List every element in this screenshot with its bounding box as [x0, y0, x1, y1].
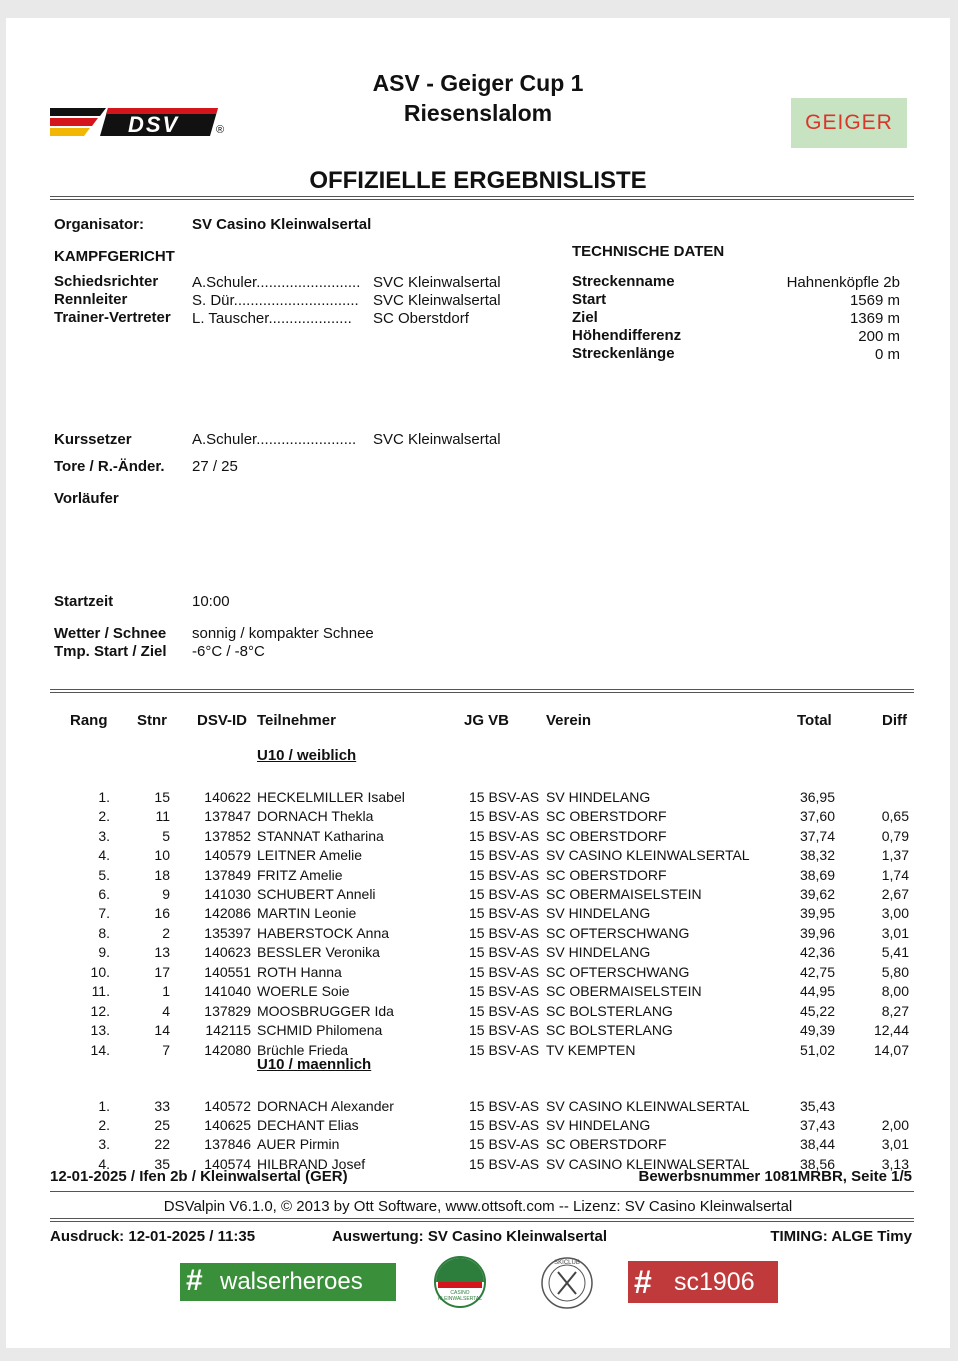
result-row — [6, 847, 950, 866]
rank-cell: 10. — [90, 964, 110, 980]
tech-value: 0 m — [874, 346, 900, 363]
year-association-cell: 15 BSV-AS — [469, 789, 540, 805]
rank-cell: 11. — [91, 983, 110, 999]
rank-cell: 4. — [98, 847, 110, 863]
total-time-cell: 45,22 — [799, 1003, 835, 1019]
tech-heading: TECHNISCHE DATEN — [572, 243, 725, 260]
group-title: U10 / maennlich — [257, 1056, 372, 1073]
bib-cell: 1 — [162, 983, 170, 999]
club-cell: SC OBERMAISELSTEIN — [546, 983, 702, 999]
casino-badge-text: CASINO KLEINWALSERTAL — [437, 1290, 483, 1302]
rank-cell: 9. — [98, 944, 110, 960]
diff-cell: 14,07 — [873, 1042, 909, 1058]
total-time-cell: 38,56 — [799, 1156, 835, 1172]
rank-cell: 1. — [98, 789, 110, 805]
total-time-cell: 39,62 — [799, 886, 835, 902]
footer-rule-double — [50, 1218, 914, 1222]
dsv-id-cell: 135397 — [204, 925, 251, 941]
diff-cell: 5,80 — [881, 964, 909, 980]
athlete-name-cell: HILBRAND Josef — [257, 1156, 366, 1172]
diff-cell: 3,13 — [881, 1156, 909, 1172]
result-row — [6, 867, 950, 886]
club-cell: SV CASINO KLEINWALSERTAL — [546, 1156, 750, 1172]
jury-club: SVC Kleinwalsertal — [373, 274, 501, 291]
club-cell: SV CASINO KLEINWALSERTAL — [546, 1098, 750, 1114]
tech-label: Streckenlänge — [572, 345, 675, 362]
result-row — [6, 828, 950, 847]
organizer-value: SV Casino Kleinwalsertal — [192, 216, 372, 233]
jury-club: SC Oberstdorf — [373, 310, 469, 327]
diff-cell: 1,74 — [881, 867, 909, 883]
jury-label: Rennleiter — [54, 291, 128, 308]
year-association-cell: 15 BSV-AS — [469, 828, 540, 844]
athlete-name-cell: AUER Pirmin — [257, 1136, 340, 1152]
tech-label: Streckenname — [572, 273, 675, 290]
dsv-id-cell: 142086 — [204, 905, 251, 921]
rank-cell: 14. — [90, 1042, 110, 1058]
setter-label: Kurssetzer — [54, 431, 132, 448]
dsv-id-cell: 141030 — [204, 886, 251, 902]
result-row — [6, 1022, 950, 1041]
total-time-cell: 39,96 — [799, 925, 835, 941]
athlete-name-cell: HABERSTOCK Anna — [257, 925, 390, 941]
year-association-cell: 15 BSV-AS — [469, 1022, 540, 1038]
tech-value: 1369 m — [849, 310, 900, 327]
timing: TIMING: ALGE Timy — [770, 1228, 912, 1245]
athlete-name-cell: STANNAT Katharina — [257, 828, 384, 844]
tech-label: Höhendifferenz — [572, 327, 682, 344]
total-time-cell: 37,60 — [799, 808, 835, 824]
diff-cell: 0,65 — [881, 808, 909, 824]
setter-name: A.Schuler........................ — [192, 431, 357, 448]
year-association-cell: 15 BSV-AS — [469, 1042, 540, 1058]
dsv-id-cell: 137852 — [204, 828, 251, 844]
rank-cell: 7. — [98, 905, 110, 921]
result-row — [6, 1098, 950, 1117]
bib-cell: 16 — [154, 905, 170, 921]
dsv-id-cell: 140625 — [204, 1117, 251, 1133]
print-date: Ausdruck: 12-01-2025 / 11:35 — [50, 1228, 256, 1245]
hash-icon: # — [634, 1264, 652, 1300]
tech-label: Ziel — [572, 309, 598, 326]
result-row — [6, 944, 950, 963]
sc1906-text: sc1906 — [674, 1268, 755, 1296]
diff-cell: 5,41 — [881, 944, 909, 960]
dsv-id-cell: 140551 — [204, 964, 251, 980]
evaluation: Auswertung: SV Casino Kleinwalsertal — [332, 1228, 608, 1245]
athlete-name-cell: SCHMID Philomena — [257, 1022, 383, 1038]
registered-mark: ® — [216, 124, 225, 136]
rank-cell: 4. — [98, 1156, 110, 1172]
athlete-name-cell: SCHUBERT Anneli — [257, 886, 376, 902]
footer-page-info: Bewerbsnummer 1081MRBR, Seite 1/5 — [638, 1168, 912, 1185]
rank-cell: 13. — [90, 1022, 110, 1038]
dsv-id-cell: 140574 — [204, 1156, 251, 1172]
club-cell: SC BOLSTERLANG — [546, 1022, 673, 1038]
sc1906-logo — [628, 1261, 778, 1303]
casino-club-badge — [434, 1256, 486, 1308]
year-association-cell: 15 BSV-AS — [469, 1098, 540, 1114]
col-dsv-id: DSV-ID — [197, 712, 248, 729]
total-time-cell: 51,02 — [799, 1042, 835, 1058]
rank-cell: 12. — [90, 1003, 110, 1019]
year-association-cell: 15 BSV-AS — [469, 867, 540, 883]
col-verein: Verein — [546, 712, 592, 729]
athlete-name-cell: MOOSBRUGGER Ida — [257, 1003, 394, 1019]
year-association-cell: 15 BSV-AS — [469, 886, 540, 902]
bib-cell: 13 — [154, 944, 170, 960]
start-time-label: Startzeit — [54, 593, 114, 610]
rank-cell: 2. — [98, 808, 110, 824]
total-time-cell: 38,32 — [799, 847, 835, 863]
dsv-id-cell: 140623 — [204, 944, 251, 960]
bib-cell: 4 — [162, 1003, 170, 1019]
col-name: Teilnehmer — [257, 712, 336, 729]
jury-name: S. Dür.............................. — [192, 292, 359, 309]
bib-cell: 17 — [154, 964, 170, 980]
jury-label: Schiedsrichter — [54, 273, 159, 290]
weather-label: Wetter / Schnee — [54, 625, 167, 642]
diff-cell: 3,01 — [881, 1136, 909, 1152]
tech-value: 1569 m — [849, 292, 900, 309]
header-rule — [50, 196, 914, 200]
bib-cell: 15 — [154, 789, 170, 805]
temperature-label: Tmp. Start / Ziel — [54, 643, 167, 660]
rank-cell: 1. — [98, 1098, 110, 1114]
result-row — [6, 925, 950, 944]
bib-cell: 35 — [154, 1156, 170, 1172]
club-cell: SC OBERSTDORF — [546, 867, 667, 883]
result-row — [6, 964, 950, 983]
col-rang: Rang — [70, 712, 108, 729]
rank-cell: 6. — [98, 886, 110, 902]
diff-cell: 0,79 — [881, 828, 909, 844]
result-row — [6, 1003, 950, 1022]
total-time-cell: 39,95 — [799, 905, 835, 921]
software-credit: DSValpin V6.1.0, © 2013 by Ott Software, www.ottsoft.com -- Lizenz: SV Casino Kleinwalsertal — [163, 1198, 793, 1215]
year-association-cell: 15 BSV-AS — [469, 1117, 540, 1133]
club-cell: SV HINDELANG — [546, 1117, 651, 1133]
result-row — [6, 1117, 950, 1136]
diff-cell: 1,37 — [881, 847, 909, 863]
athlete-name-cell: HECKELMILLER Isabel — [257, 789, 405, 805]
dsv-id-cell: 137847 — [204, 808, 251, 824]
gates-value: 27 / 25 — [192, 458, 238, 475]
jury-label: Trainer-Vertreter — [54, 309, 171, 326]
bib-cell: 5 — [162, 828, 170, 844]
total-time-cell: 42,75 — [799, 964, 835, 980]
bib-cell: 14 — [154, 1022, 170, 1038]
diff-cell: 3,00 — [881, 905, 909, 921]
year-association-cell: 15 BSV-AS — [469, 944, 540, 960]
total-time-cell: 38,44 — [799, 1136, 835, 1152]
dsv-id-cell: 141040 — [204, 983, 251, 999]
result-row — [6, 983, 950, 1002]
result-row — [6, 1136, 950, 1155]
walserheroes-logo — [180, 1263, 396, 1301]
total-time-cell: 36,95 — [799, 789, 835, 805]
setter-club: SVC Kleinwalsertal — [373, 431, 501, 448]
col-total: Total — [797, 712, 832, 729]
col-stnr: Stnr — [137, 712, 167, 729]
club-cell: SV CASINO KLEINWALSERTAL — [546, 847, 750, 863]
table-rule — [50, 689, 914, 693]
total-time-cell: 37,43 — [799, 1117, 835, 1133]
dsv-id-cell: 140572 — [204, 1098, 251, 1114]
skiclub-badge — [540, 1256, 594, 1310]
dsv-id-cell: 137846 — [204, 1136, 251, 1152]
rank-cell: 8. — [98, 925, 110, 941]
total-time-cell: 49,39 — [799, 1022, 835, 1038]
total-time-cell: 42,36 — [799, 944, 835, 960]
bib-cell: 9 — [162, 886, 170, 902]
rank-cell: 5. — [98, 867, 110, 883]
rank-cell: 3. — [98, 1136, 110, 1152]
athlete-name-cell: WOERLE Soie — [257, 983, 350, 999]
athlete-name-cell: ROTH Hanna — [257, 964, 342, 980]
jury-club: SVC Kleinwalsertal — [373, 292, 501, 309]
diff-cell: 2,67 — [881, 886, 909, 902]
year-association-cell: 15 BSV-AS — [469, 925, 540, 941]
dsv-id-cell: 140579 — [204, 847, 251, 863]
forerunner-label: Vorläufer — [54, 490, 119, 507]
organizer-label: Organisator: — [54, 216, 145, 233]
bib-cell: 10 — [154, 847, 170, 863]
hash-icon: # — [186, 1264, 203, 1297]
bib-cell: 22 — [154, 1136, 170, 1152]
start-time-value: 10:00 — [192, 593, 230, 610]
year-association-cell: 15 BSV-AS — [469, 1156, 540, 1172]
year-association-cell: 15 BSV-AS — [469, 983, 540, 999]
bib-cell: 2 — [162, 925, 170, 941]
club-cell: SC OBERSTDORF — [546, 808, 667, 824]
group-title: U10 / weiblich — [257, 747, 357, 764]
dsv-id-cell: 142080 — [204, 1042, 251, 1058]
total-time-cell: 37,74 — [799, 828, 835, 844]
year-association-cell: 15 BSV-AS — [469, 1136, 540, 1152]
footer-race-info: 12-01-2025 / Ifen 2b / Kleinwalsertal (GER) — [50, 1168, 348, 1185]
club-cell: SC OFTERSCHWANG — [546, 964, 690, 980]
jury-name: L. Tauscher.................... — [192, 310, 352, 327]
col-jg-vb: JG VB — [464, 712, 510, 729]
club-cell: TV KEMPTEN — [546, 1042, 636, 1058]
dsv-id-cell: 137849 — [204, 867, 251, 883]
dsv-logo-text: DSV — [128, 112, 180, 137]
rank-cell: 3. — [98, 828, 110, 844]
weather-value: sonnig / kompakter Schnee — [192, 625, 374, 642]
club-cell: SV HINDELANG — [546, 944, 651, 960]
bib-cell: 11 — [155, 808, 170, 824]
event-discipline: Riesenslalom — [403, 100, 553, 126]
temperature-value: -6°C / -8°C — [192, 643, 265, 660]
tech-value: Hahnenköpfle 2b — [786, 274, 900, 291]
diff-cell: 12,44 — [873, 1022, 909, 1038]
dsv-id-cell: 142115 — [205, 1022, 251, 1038]
rank-cell: 2. — [98, 1117, 110, 1133]
bib-cell: 18 — [154, 867, 170, 883]
col-diff: Diff — [882, 712, 907, 729]
year-association-cell: 15 BSV-AS — [469, 808, 540, 824]
jury-heading: KAMPFGERICHT — [54, 248, 175, 265]
total-time-cell: 35,43 — [799, 1098, 835, 1114]
athlete-name-cell: DORNACH Alexander — [257, 1098, 394, 1114]
result-row — [6, 808, 950, 827]
year-association-cell: 15 BSV-AS — [469, 847, 540, 863]
list-title: OFFIZIELLE ERGEBNISLISTE — [309, 167, 647, 194]
athlete-name-cell: LEITNER Amelie — [257, 847, 363, 863]
year-association-cell: 15 BSV-AS — [469, 1003, 540, 1019]
club-cell: SC OBERSTDORF — [546, 1136, 667, 1152]
athlete-name-cell: DECHANT Elias — [257, 1117, 359, 1133]
bib-cell: 7 — [162, 1042, 170, 1058]
geiger-logo-text: GEIGER — [805, 111, 893, 134]
geiger-logo — [791, 98, 907, 148]
athlete-name-cell: MARTIN Leonie — [257, 905, 357, 921]
result-row — [6, 1042, 950, 1061]
tech-value: 200 m — [858, 328, 900, 345]
diff-cell: 8,00 — [881, 983, 909, 999]
athlete-name-cell: FRITZ Amelie — [257, 867, 343, 883]
bib-cell: 25 — [154, 1117, 170, 1133]
diff-cell: 2,00 — [881, 1117, 909, 1133]
dsv-id-cell: 137829 — [204, 1003, 251, 1019]
footer-rule — [50, 1191, 914, 1192]
walserheroes-text: walserheroes — [220, 1268, 363, 1295]
jury-name: A.Schuler......................... — [192, 274, 361, 291]
club-cell: SC BOLSTERLANG — [546, 1003, 673, 1019]
athlete-name-cell: BESSLER Veronika — [257, 944, 380, 960]
gates-label: Tore / R.-Änder. — [54, 458, 165, 475]
total-time-cell: 44,95 — [799, 983, 835, 999]
year-association-cell: 15 BSV-AS — [469, 905, 540, 921]
result-row — [6, 905, 950, 924]
event-title: ASV - Geiger Cup 1 — [372, 70, 584, 96]
club-cell: SC OBERMAISELSTEIN — [546, 886, 702, 902]
athlete-name-cell: DORNACH Thekla — [257, 808, 374, 824]
total-time-cell: 38,69 — [799, 867, 835, 883]
club-cell: SV HINDELANG — [546, 789, 651, 805]
club-cell: SC OBERSTDORF — [546, 828, 667, 844]
club-cell: SC OFTERSCHWANG — [546, 925, 690, 941]
diff-cell: 8,27 — [881, 1003, 909, 1019]
results-page — [6, 18, 950, 1348]
club-cell: SV HINDELANG — [546, 905, 651, 921]
dsv-id-cell: 140622 — [204, 789, 251, 805]
athlete-name-cell: Brüchle Frieda — [257, 1042, 349, 1058]
result-row — [6, 789, 950, 808]
diff-cell: 3,01 — [881, 925, 909, 941]
skiclub-badge-text: SKICLUB — [554, 1260, 580, 1266]
tech-label: Start — [572, 291, 607, 308]
result-row — [6, 886, 950, 905]
year-association-cell: 15 BSV-AS — [469, 964, 540, 980]
bib-cell: 33 — [154, 1098, 170, 1114]
